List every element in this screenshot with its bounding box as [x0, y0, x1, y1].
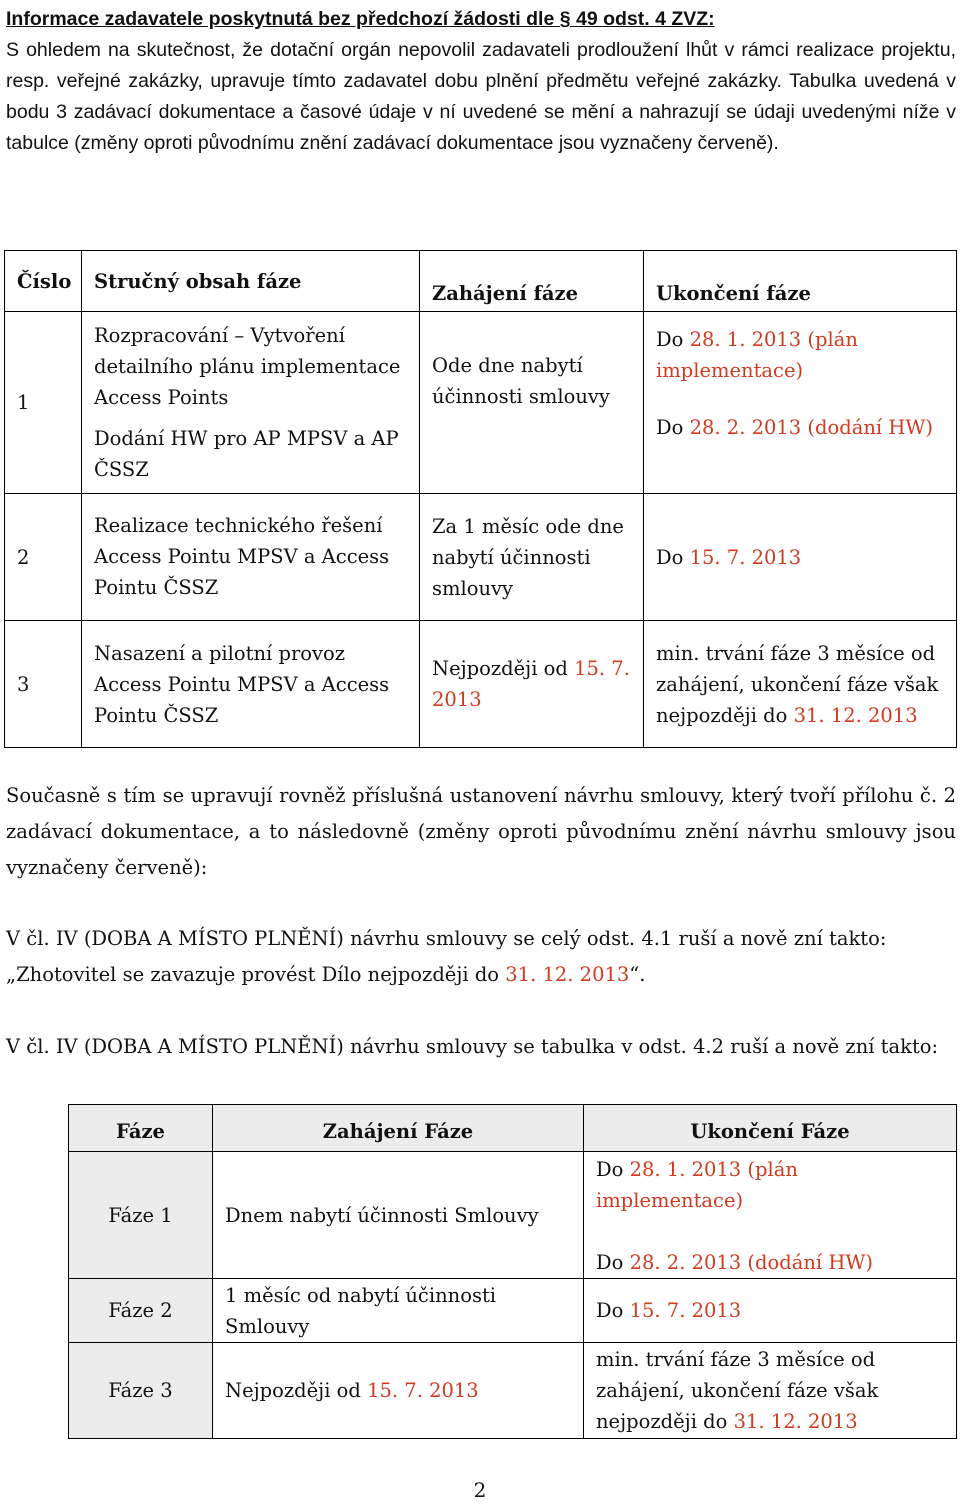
phase-table-header [5, 251, 957, 312]
row-content-line: Dodání HW pro AP MPSV a AP ČSSZ [94, 427, 399, 481]
phase-table [4, 250, 957, 748]
row-phase: Fáze 2 [69, 1279, 213, 1343]
article-4-1-paragraph [6, 921, 956, 993]
article-4-1-line: V čl. IV (DOBA A MÍSTO PLNĚNÍ) návrhu smlouvy se celý odst. 4.1 ruší a nově zní takto: [6, 927, 887, 950]
article-4-1-quote: „Zhotovitel se zavazuje provést Dílo nejpozději do 31. 12. 2013“. [6, 963, 646, 986]
table-row [5, 494, 957, 621]
row-end [584, 1152, 957, 1279]
header-cislo: Číslo [5, 251, 82, 312]
row-start: 1 měsíc od nabytí účinnosti Smlouvy [213, 1279, 584, 1343]
contract-change-paragraph: Současně s tím se upravují rovněž příslušná ustanovení návrhu smlouvy, který tvoří přílohu č. 2 zadávací dokumentace, a to následovně (změny oproti původnímu znění návrhu smlouvy jsou vyznačeny červeně): [6, 784, 956, 879]
row-number: 3 [5, 621, 82, 748]
header-ukonceni-faze: Ukončení Fáze [584, 1105, 957, 1152]
row-end: min. trvání fáze 3 měsíce od zahájení, ukončení fáze však nejpozději do 31. 12. 2013 [644, 621, 957, 748]
page-number: 2 [473, 1478, 487, 1502]
row-content: Realizace technického řešení Access Pointu MPSV a Access Pointu ČSSZ [82, 494, 420, 621]
row-start: Dnem nabytí účinnosti Smlouvy [213, 1152, 584, 1279]
row-phase: Fáze 1 [69, 1152, 213, 1279]
table-row [69, 1343, 957, 1439]
table-row [69, 1279, 957, 1343]
row-content: Nasazení a pilotní provoz Access Pointu MPSV a Access Pointu ČSSZ [82, 621, 420, 748]
row-end-line: Do 28. 2. 2013 (dodání HW) [596, 1251, 874, 1274]
row-number: 2 [5, 494, 82, 621]
table-row [5, 621, 957, 748]
row-start: Za 1 měsíc ode dne nabytí účinnosti smlouvy [420, 494, 644, 621]
row-end-line: Do 28. 1. 2013 (plán implementace) [656, 328, 858, 382]
row-end [644, 312, 957, 494]
row-content-line: Rozpracování – Vytvoření detailního plánu implementace Access Points [94, 324, 401, 409]
intro-section [6, 4, 956, 159]
header-zahajeni-faze: Zahájení Fáze [213, 1105, 584, 1152]
header-obsah: Stručný obsah fáze [82, 251, 420, 312]
row-end: min. trvání fáze 3 měsíce od zahájení, ukončení fáze však nejpozději do 31. 12. 2013 [584, 1343, 957, 1439]
header-faze: Fáze [69, 1105, 213, 1152]
row-start: Nejpozději od 15. 7. 2013 [420, 621, 644, 748]
header-zahajeni: Zahájení fáze [420, 251, 644, 312]
contract-table-header [69, 1105, 957, 1152]
header-ukonceni: Ukončení fáze [644, 251, 957, 312]
article-4-2-paragraph: V čl. IV (DOBA A MÍSTO PLNĚNÍ) návrhu smlouvy se tabulka v odst. 4.2 ruší a nově zní takto: [6, 1035, 939, 1058]
row-end: Do 15. 7. 2013 [644, 494, 957, 621]
row-end: Do 15. 7. 2013 [584, 1279, 957, 1343]
table-row [69, 1152, 957, 1279]
intro-heading: Informace zadavatele poskytnutá bez předchozí žádosti dle § 49 odst. 4 ZVZ: [6, 8, 715, 30]
row-content [82, 312, 420, 494]
row-end-line: Do 28. 1. 2013 (plán implementace) [596, 1158, 798, 1212]
intro-paragraph: S ohledem na skutečnost, že dotační orgán nepovolil zadavateli prodloužení lhůt v rámci realizace projektu, resp. veřejné zakázky, upravuje tímto zadavatel dobu plnění předmětu veřejné zakázky. Tabulka uvedená v bodu 3 zadávací dokumentace a časové údaje v ní uvedené se mění a nahrazují se údaji uvedenými níže v tabulce (změny oproti původnímu znění zadávací dokumentace jsou vyznačeny červeně). [6, 39, 956, 154]
table-row [5, 312, 957, 494]
row-start: Ode dne nabytí účinnosti smlouvy [420, 312, 644, 494]
row-phase: Fáze 3 [69, 1343, 213, 1439]
row-start: Nejpozději od 15. 7. 2013 [213, 1343, 584, 1439]
phase-table-contract [68, 1104, 957, 1439]
row-number: 1 [5, 312, 82, 494]
row-end-line: Do 28. 2. 2013 (dodání HW) [656, 416, 934, 439]
